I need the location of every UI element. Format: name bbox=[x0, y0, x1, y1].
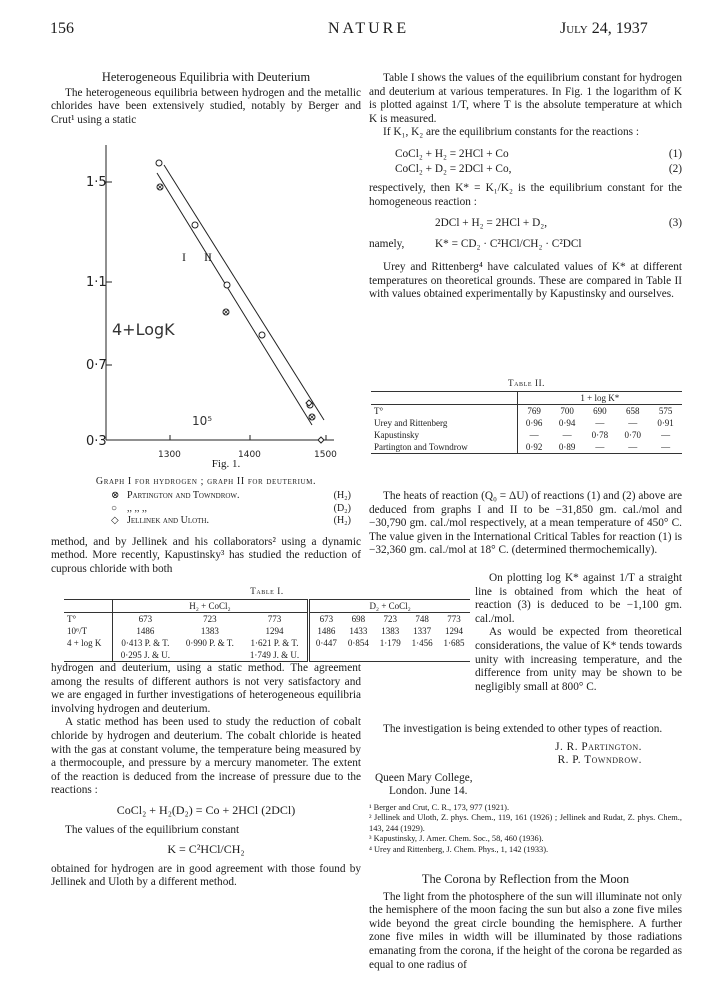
equation-4: K* = CD₂ · C²HCl/CH₂ · C²DCl bbox=[435, 238, 582, 251]
paragraph-if-k: If K₁, K₂ are the equilibrium constants for the reactions : bbox=[383, 126, 640, 139]
equation-number: (1) bbox=[668, 147, 682, 160]
paragraph-static-method: A static method has been used to study the reduction of cobalt chloride by hydrogen and deuterium. The cobalt chloride is heated with the gas at constant volume, the temperature being measured by a thermocouple, and pressure by a mercury manometer. The extent of the reaction is deduced from the increase of pressure due to the reactions : bbox=[51, 716, 361, 797]
equation-row bbox=[369, 217, 682, 232]
paragraph-method: method, and by Jellinek and his collaborators² using a dynamic method. More recently, Kapustinsky³ has studied the reduction of cuprous chloride with both bbox=[51, 535, 361, 575]
equation-row bbox=[369, 238, 682, 253]
y-tick-label: 0·7 bbox=[86, 358, 107, 373]
data-point-d2 bbox=[192, 222, 198, 228]
equation-reaction: CoCl₂ + H₂(D₂) = Co + 2HCl (2DCl) bbox=[116, 802, 296, 817]
legend-tag: (D₂) bbox=[333, 502, 351, 514]
equation-3: 2DCl + H₂ = 2HCl + D₂, bbox=[435, 217, 548, 230]
footnote: ⁴ Urey and Rittenberg, J. Chem. Phys., 1, 142 (1933). bbox=[369, 844, 549, 854]
table-row: T° 769 700 690 658 575 bbox=[371, 405, 682, 418]
equilibrium-graph bbox=[64, 135, 354, 465]
legend-tag: (H₂) bbox=[333, 515, 351, 527]
legend-entry bbox=[51, 503, 361, 516]
x-tick-label: 1400 bbox=[238, 450, 261, 460]
y-tick-label: 1·1 bbox=[86, 275, 107, 290]
paragraph-urey: Urey and Rittenberg⁴ have calculated values of K* at different temperatures on theoretical grounds. These are compared in Table II with values obtained experimentally by Kapustinsky and ourselves. bbox=[369, 261, 682, 301]
legend-text: ,, ,, ,, bbox=[127, 502, 147, 514]
legend-symbol: ⊗ bbox=[111, 490, 120, 502]
legend-entry bbox=[51, 490, 361, 503]
table-2-title: Table II. bbox=[507, 378, 546, 388]
line-label-ii: II bbox=[204, 250, 212, 264]
legend-text: Jellinek and Uloth. bbox=[127, 515, 209, 527]
equation-number: (3) bbox=[668, 217, 682, 230]
footnote: ² Jellinek and Uloth, Z. phys. Chem., 119, 161 (1926) ; Jellinek and Rudat, Z. phys. Chem., 143, 244 (1929). bbox=[369, 813, 682, 833]
table-row: 10⁶/T 1486 1383 1294 1486 1433 1383 1337 1294 bbox=[64, 625, 470, 637]
y-tick-label: 0·3 bbox=[86, 434, 107, 449]
table-row: Urey and Rittenberg 0·96 0·94 — — 0·91 bbox=[371, 417, 682, 429]
paragraph-agreement: hydrogen and deuterium, using a static method. The agreement among the results of different authors is not very satisfactory and we are engaged in further investigations of heterogeneous equilibria involving hydrogen and deuterium. bbox=[51, 662, 361, 715]
footnote: ¹ Berger and Crut, C. R., 173, 977 (1921). bbox=[369, 802, 510, 812]
legend-entry bbox=[51, 515, 361, 528]
page-number: 156 bbox=[50, 20, 74, 37]
data-point-d2 bbox=[224, 282, 230, 288]
left-column-bottom bbox=[51, 662, 361, 890]
table-1-block bbox=[64, 586, 470, 662]
left-column-top bbox=[51, 71, 361, 127]
journal-name: NATURE bbox=[328, 20, 410, 37]
right-column-narrow bbox=[475, 572, 682, 694]
table-2 bbox=[371, 391, 682, 454]
table-row bbox=[371, 392, 682, 405]
table-row: Partington and Towndrow 0·92 0·89 — — — bbox=[371, 441, 682, 454]
signature-1: J. R. Partington. bbox=[555, 740, 642, 753]
namely-label: namely, bbox=[369, 238, 405, 251]
figure-legend bbox=[51, 490, 361, 528]
address-line-2: London. June 14. bbox=[389, 785, 468, 798]
address-line-1: Queen Mary College, bbox=[375, 771, 473, 784]
data-point-d2 bbox=[259, 332, 265, 338]
legend-symbol: ○ bbox=[111, 502, 118, 514]
footnotes bbox=[369, 803, 682, 855]
table-row: T° 673 723 773 673 698 723 748 773 bbox=[64, 613, 470, 626]
x-tick-label: 1500 bbox=[314, 450, 337, 460]
paragraph-plotting: On plotting log K* against 1/T a straight line is obtained from which the heat of reaction (3) is deduced to be −1,100 gm. cal./mol. bbox=[475, 572, 682, 625]
equation-2: CoCl₂ + D₂ = 2DCl + Co, bbox=[395, 162, 512, 175]
table-row: 4 + log K 0·413 P. & T. 0·990 P. & T. 1·621 P. & T. 0·447 0·854 1·179 1·456 1·685 bbox=[64, 637, 470, 649]
right-column-lower bbox=[369, 723, 682, 972]
table-1-group-d2: D₂ + CoCl₂ bbox=[369, 601, 411, 611]
legend-tag: (H₂) bbox=[333, 490, 351, 502]
right-column-top bbox=[369, 72, 682, 302]
paragraph-corona: The light from the photosphere of the sun will illuminate not only the hemisphere of the moon facing the sun but also a zone five miles wide beyond the great circle bounding the hemisphere. A further zone five miles in width will be illuminated by those radiations emanating from the corona, if the height of the corona be regarded as equal to one radius of bbox=[369, 890, 682, 971]
table-2-block bbox=[371, 378, 682, 454]
paragraph-values: The values of the equilibrium constant bbox=[65, 823, 240, 836]
table-row bbox=[64, 600, 470, 613]
article-title: Heterogeneous Equilibria with Deuterium bbox=[101, 70, 311, 84]
paragraph-obtained: obtained for hydrogen are in good agreement with those found by Jellinek and Uloth by a different method. bbox=[51, 862, 361, 889]
equation-k: K = C²HCl/CH₂ bbox=[167, 842, 245, 857]
running-header bbox=[50, 20, 690, 44]
data-point-d2 bbox=[156, 160, 162, 166]
signature-2: R. P. Towndrow. bbox=[557, 754, 642, 767]
x-axis-factor: 10⁵ bbox=[192, 414, 213, 428]
footnote: ³ Kapustinsky, J. Amer. Chem. Soc., 58, 460 (1936). bbox=[369, 834, 544, 844]
equation-row bbox=[369, 148, 682, 163]
y-axis-label: 4+LogK bbox=[112, 320, 175, 339]
table-1-group-h2: H₂ + CoCl₂ bbox=[112, 600, 309, 613]
section-title-corona: The Corona by Reflection from the Moon bbox=[421, 872, 630, 886]
figure-caption-block bbox=[51, 458, 361, 576]
paragraph-investigation: The investigation is being extended to other types of reaction. bbox=[383, 723, 663, 735]
paragraph-heats: The heats of reaction (Q₀ = ΔU) of reactions (1) and (2) above are deduced from graphs I and II to be −31,850 gm. cal./mol and −30,790 gm. cal./mol respectively, at a mean temperature of 450° C. The value given in the International Critical Tables for reaction (1) is −32,360 gm. cal./mol at 18° C. (determined thermochemically). bbox=[369, 490, 682, 557]
paragraph-expected: As would be expected from theoretical considerations, the value of K* tends towards unity with increasing temperature, and the difference from unity may be shown to be negligibly small at 800° C. bbox=[475, 626, 682, 693]
figure-caption: Graph I for hydrogen ; graph II for deuterium. bbox=[95, 475, 317, 487]
right-column-middle bbox=[369, 490, 682, 558]
table-row: Kapustinsky — — 0·78 0·70 — bbox=[371, 429, 682, 441]
y-tick-label: 1·5 bbox=[86, 175, 107, 190]
equation-row bbox=[369, 163, 682, 178]
equation-1: CoCl₂ + H₂ = 2HCl + Co bbox=[395, 147, 509, 160]
intro-paragraph: The heterogeneous equilibria between hydrogen and the metallic chlorides have been extensively studied, notably by Berger and Crut¹ using a static bbox=[51, 86, 361, 126]
paragraph-table-shows: Table I shows the values of the equilibrium constant for hydrogen and deuterium at various temperatures. In Fig. 1 the logarithm of K is plotted against 1/T, where T is the absolute temperature at which K is measured. bbox=[369, 72, 682, 125]
figure-label: Fig. 1. bbox=[211, 458, 241, 470]
table-1-title: Table I. bbox=[250, 586, 284, 596]
data-point-jellinek bbox=[318, 437, 324, 443]
figure-graph bbox=[64, 135, 354, 465]
line-label-i: I bbox=[182, 250, 186, 264]
equation-number: (2) bbox=[668, 162, 682, 175]
table-2-col-header: 1 + log K* bbox=[580, 393, 620, 403]
table-row: 0·295 J. & U. 1·749 J. & U. bbox=[64, 649, 470, 662]
paragraph-respectively: respectively, then K* = K₁/K₂ is the equilibrium constant for the homogeneous reaction : bbox=[369, 181, 682, 208]
issue-date: July 24, 1937 bbox=[560, 20, 648, 37]
legend-symbol: ◇ bbox=[111, 515, 119, 527]
x-tick-label: 1300 bbox=[158, 450, 181, 460]
legend-text: Partington and Towndrow. bbox=[127, 490, 240, 502]
table-1 bbox=[64, 599, 470, 662]
